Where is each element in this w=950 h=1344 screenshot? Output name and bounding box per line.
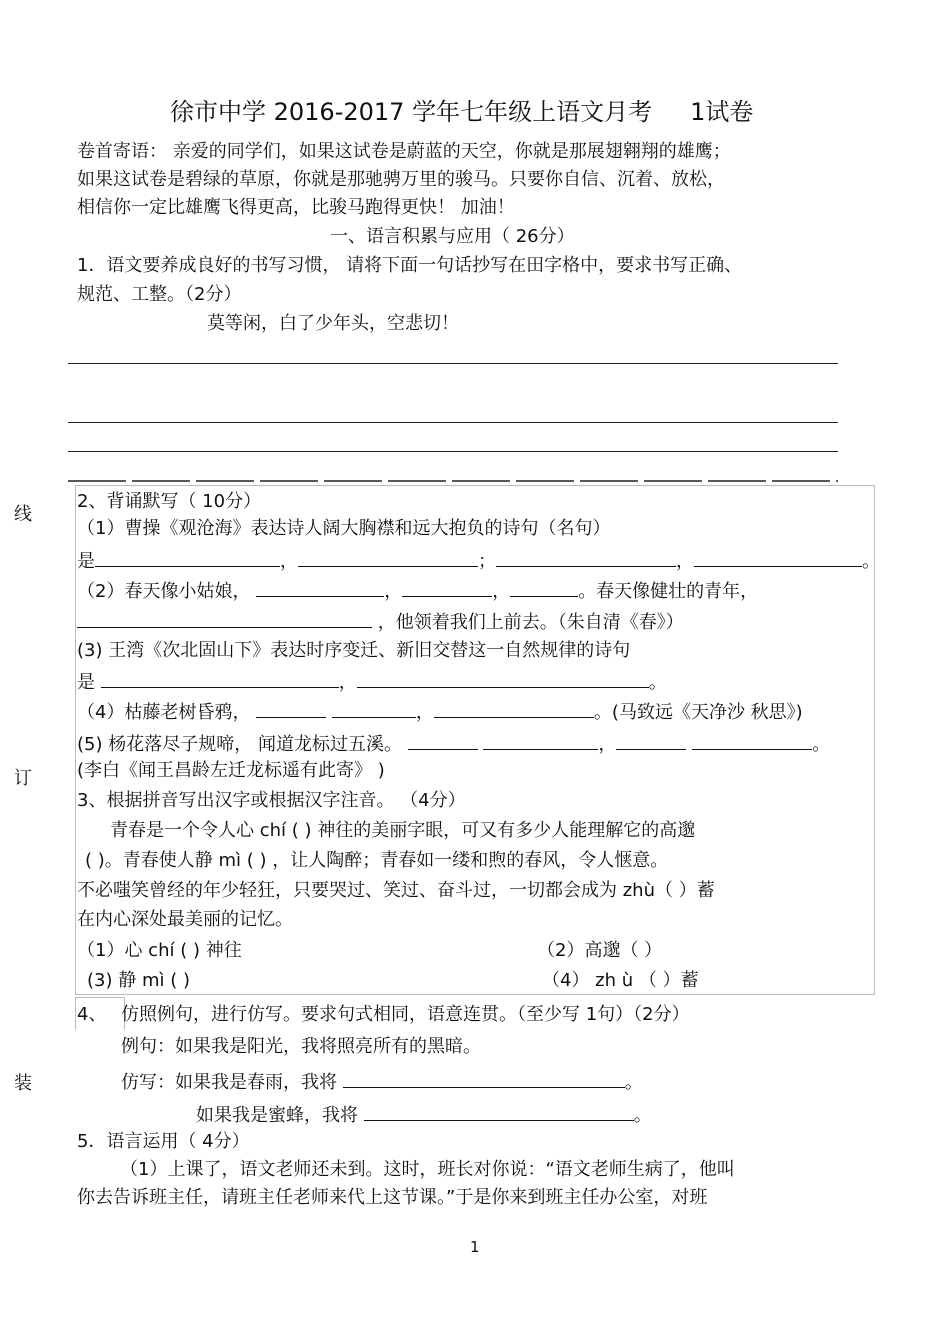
answer-blank[interactable]	[434, 699, 594, 718]
answer-blank[interactable]	[256, 578, 384, 597]
q4-number: 4、	[77, 1004, 107, 1025]
q3-answer-2[interactable]: （2）高邈（ ）	[537, 940, 663, 961]
q5-heading: 5．语言运用（ 4分）	[77, 1131, 250, 1152]
writing-line[interactable]	[68, 363, 838, 364]
q1-sentence: 莫等闲，白了少年头，空悲切！	[207, 313, 459, 334]
q2-part-5-source: (李白《闻王昌龄左迁龙标遥有此寄》 )	[77, 760, 385, 781]
q3-answer-4[interactable]: （4） zh ù （ ）蓄	[542, 970, 699, 991]
answer-blank[interactable]	[343, 1069, 625, 1088]
q1-line-2: 规范、工整。（2分）	[77, 284, 242, 305]
writing-line[interactable]	[68, 422, 838, 423]
intro-line-3: 相信你一定比雄鹰飞得更高，比骏马跑得更快！ 加油！	[77, 197, 515, 218]
q3-heading: 3、根据拼音写出汉字或根据汉字注音。 （4分）	[77, 790, 466, 811]
side-label-line: 线	[14, 504, 32, 525]
answer-blank[interactable]	[298, 548, 478, 567]
q3-text-1: 青春是一个令人心 chí ( ) 神往的美丽字眼，可又有多少人能理解它的高邈	[110, 820, 696, 841]
side-label-staple: 装	[14, 1073, 32, 1094]
q4-imitate-2: 如果我是蜜蜂，我将 。	[196, 1102, 652, 1128]
answer-blank[interactable]	[256, 699, 326, 718]
answer-blank[interactable]	[510, 578, 578, 597]
answer-blank[interactable]	[332, 699, 416, 718]
page-title	[170, 92, 753, 127]
q2-part-2-cont: ，他领着我们上前去。（朱自清《春》）	[77, 609, 684, 635]
q3-answer-1[interactable]: （1）心 chí ( ) 神往	[77, 940, 242, 961]
q3-text-4: 在内心深处最美丽的记忆。	[77, 909, 293, 930]
q4-instruction: 仿照例句，进行仿写。要求句式相同，语意连贯。（至少写 1句）（2分）	[121, 1004, 690, 1025]
section-heading: 一、语言积累与应用（ 26分）	[330, 226, 575, 247]
q2-heading: 2、背诵默写（ 10分）	[77, 491, 262, 512]
answer-blank[interactable]	[408, 731, 478, 750]
answer-blank[interactable]	[77, 609, 372, 628]
q3-answer-3[interactable]: (3) 静 mì ( )	[87, 970, 190, 991]
intro-line-1: 卷首寄语： 亲爱的同学们，如果这试卷是蔚蓝的天空，你就是那展翅翱翔的雄鹰；	[77, 141, 731, 162]
answer-blank[interactable]	[616, 731, 686, 750]
answer-blank[interactable]	[692, 731, 812, 750]
q4-imitate-1: 仿写：如果我是春雨，我将 。	[121, 1069, 643, 1095]
q2-part-4: （4）枯藤老树昏鸦， ， 。(马致远《天净沙 秋思》)	[77, 699, 803, 725]
intro-line-2: 如果这试卷是碧绿的草原，你就是那驰骋万里的骏马。只要你自信、沉着、放松，	[77, 169, 725, 190]
answer-blank[interactable]	[357, 669, 649, 688]
q1-line-1: 1．语文要养成良好的书写习惯， 请将下面一句话抄写在田字格中，要求书写正确、	[77, 255, 743, 276]
title-suffix: 1试卷	[690, 98, 754, 126]
q2-part-1-answer: 是 ， ； ， 。	[77, 548, 880, 574]
answer-blank[interactable]	[496, 548, 676, 567]
writing-line[interactable]	[68, 451, 838, 452]
q2-part-2: （2）春天像小姑娘， ， ， 。春天像健壮的青年，	[77, 578, 758, 604]
q2-part-5: (5) 杨花落尽子规啼， 闻道龙标过五溪。 ， 。	[77, 731, 830, 757]
answer-blank[interactable]	[101, 669, 339, 688]
answer-blank[interactable]	[95, 548, 280, 567]
side-label-bind: 订	[14, 768, 32, 789]
answer-blank[interactable]	[364, 1102, 634, 1121]
q2-part-3: (3) 王湾《次北固山下》表达时序变迁、新旧交替这一自然规律的诗句	[77, 640, 631, 661]
q2-part-3-answer: 是 ， 。	[77, 669, 667, 695]
q5-text-2: 你去告诉班主任，请班主任老师来代上这节课。”于是你来到班主任办公室，对班	[77, 1187, 708, 1208]
answer-blank[interactable]	[694, 548, 862, 567]
q2-part-1: （1）曹操《观沧海》表达诗人阔大胸襟和远大抱负的诗句（名句）	[77, 518, 611, 539]
title-main: 徐市中学 2016-2017 学年七年级上语文月考	[170, 98, 653, 126]
answer-blank[interactable]	[402, 578, 492, 597]
q3-text-3: 不必嗤笑曾经的年少轻狂，只要哭过、笑过、奋斗过，一切都会成为 zhù（ ）蓄	[77, 880, 715, 901]
q3-text-2: ( )。青春使人静 mì ( ) ，让人陶醉；青春如一缕和煦的春风，令人惬意。	[85, 850, 669, 871]
q5-text-1: （1）上课了，语文老师还未到。这时，班长对你说：“语文老师生病了，他叫	[120, 1159, 735, 1180]
answer-blank[interactable]	[483, 731, 598, 750]
q4-example: 例句：如果我是阳光，我将照亮所有的黑暗。	[121, 1036, 481, 1057]
page-number: 1	[470, 1238, 480, 1256]
